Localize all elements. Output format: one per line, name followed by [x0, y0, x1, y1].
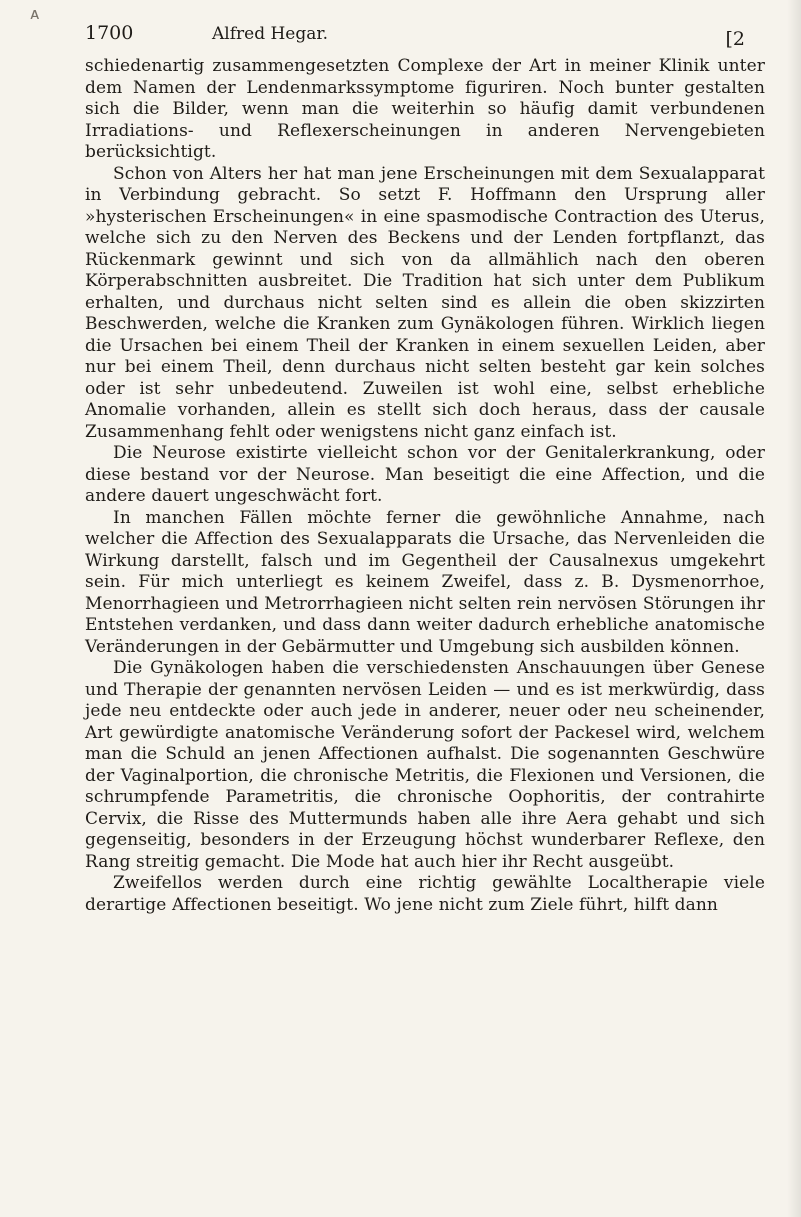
- paragraph: Schon von Alters her hat man jene Erscheinungen mit dem Sexualapparat in Verbindung gebracht. So setzt F. Hoffmann den Ursprung aller »hysterischen Erscheinungen« in eine spasmodische Contraction des Uterus, welche sich zu den Nerven des Beckens und der Lenden fortpflanzt, das Rückenmark gewinnt und sich von da allmählich nach den oberen Körperabschnitten ausbreitet. Die Tradition hat sich unter dem Publikum erhalten, und durchaus nicht selten sind es allein die oben skizzirten Beschwerden, welche die Kranken zum Gynäkologen führen. Wirklich liegen die Ursachen bei einem Theil der Kranken in einem sexuellen Leiden, aber nur bei einem Theil, denn durchaus nicht selten besteht gar kein solches oder ist sehr unbedeutend. Zuweilen ist wohl eine, selbst erhebliche Anomalie vorhanden, allein es stellt sich doch heraus, dass der causale Zusammenhang fehlt oder wenigstens nicht ganz einfach ist.: [85, 163, 765, 442]
- paragraph: In manchen Fällen möchte ferner die gewöhnliche Annahme, nach welcher die Affection des Sexualapparats die Ursache, das Nervenleiden die Wirkung darstellt, falsch und im Gegentheil der Causalnexus umgekehrt sein. Für mich unterliegt es keinem Zweifel, dass z. B. Dysmenorrhoe, Menorrhagieen und Metrorrhagieen nicht selten rein nervösen Störungen ihr Entstehen verdanken, und dass dann weiter dadurch erhebliche anatomische Veränderungen in der Gebärmutter und Umgebung sich ausbilden können.: [85, 507, 765, 657]
- paragraph: Die Neurose existirte vielleicht schon vor der Genitalerkrankung, oder diese bestand vor der Neurose. Man beseitigt die eine Affection, und die andere dauert ungeschwächt fort.: [85, 443, 765, 506]
- margin-mark: ᴀ: [30, 4, 40, 23]
- page-number: 1700: [85, 22, 134, 44]
- paragraph: Zweifellos werden durch eine richtig gewählte Localtherapie viele derartige Affectionen beseitigt. Wo jene nicht zum Ziele führt, hilft dann: [85, 873, 765, 915]
- paragraph: schiedenartig zusammengesetzten Complexe der Art in meiner Klinik unter dem Namen der Lendenmarkssymptome figuriren. Noch bunter gestalten sich die Bilder, wenn man die weiterhin so häufig damit verbundenen Irradiations- und Reflexerscheinungen in anderen Nervengebieten berücksichtigt.: [85, 56, 765, 162]
- body-text: [85, 56, 765, 916]
- page-edge-shadow: [787, 0, 801, 1217]
- paragraph: Die Gynäkologen haben die verschiedensten Anschauungen über Genese und Therapie der genannten nervösen Leiden — und es ist merkwürdig, dass jede neu entdeckte oder auch jede in anderer, neuer oder neu scheinender, Art gewürdigte anatomische Veränderung sofort der Packesel wird, welchem man die Schuld an jenen Affectionen aufhalst. Die sogenannten Geschwüre der Vaginalportion, die chronische Metritis, die Flexionen und Versionen, die schrumpfende Parametritis, die chronische Oophoritis, der contrahirte Cervix, die Risse des Muttermunds haben alle ihre Aera gehabt und sich gegenseitig, besonders in der Erzeugung höchst wunderbarer Reflexe, den Rang streitig gemacht. Die Mode hat auch hier ihr Recht ausgeübt.: [85, 658, 765, 872]
- running-head: Alfred Hegar.: [212, 24, 329, 44]
- section-mark: [2: [725, 28, 745, 50]
- page-header: [85, 22, 745, 50]
